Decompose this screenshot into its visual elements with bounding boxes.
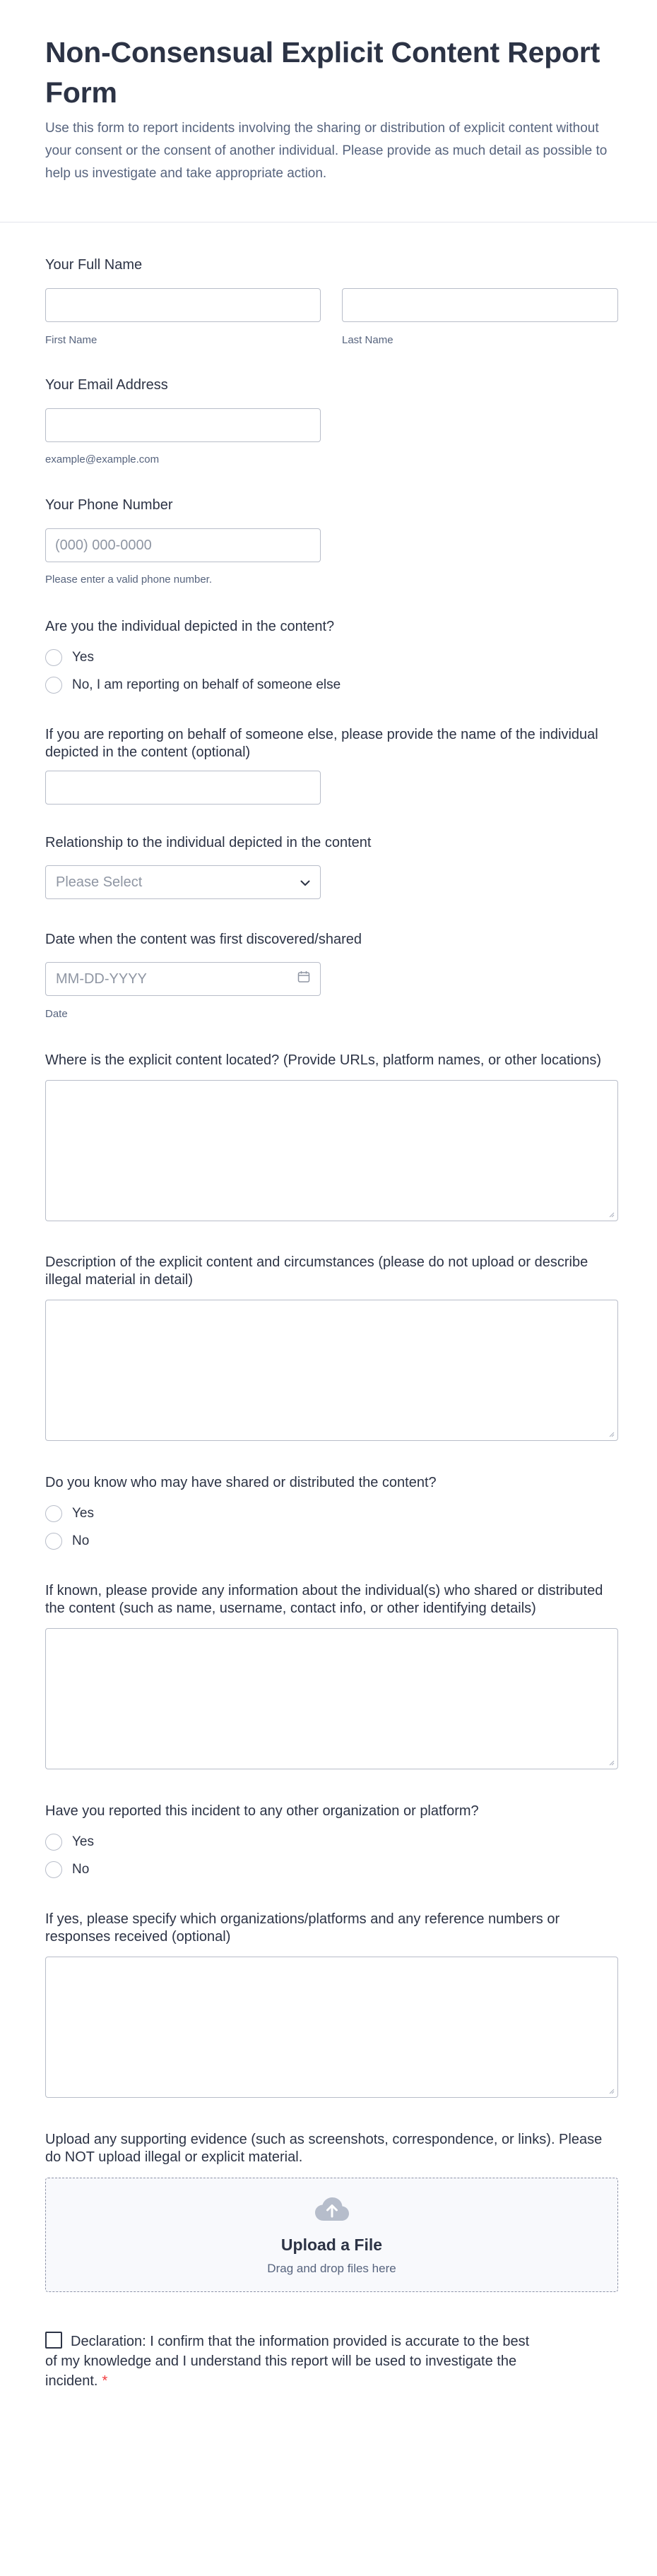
radio-label: No	[72, 1862, 90, 1877]
date-input[interactable]	[45, 962, 321, 996]
phone-sublabel: Please enter a valid phone number.	[45, 574, 212, 586]
date-sublabel: Date	[45, 1008, 68, 1020]
calendar-icon[interactable]	[297, 971, 310, 987]
upload-label: Upload any supporting evidence (such as screenshots, correspondence, or links). Please do NOT upload illegal or explicit material.	[45, 2132, 603, 2165]
other-name-input[interactable]	[45, 771, 321, 805]
radio-label: Yes	[72, 1834, 94, 1849]
declaration-row	[45, 2332, 540, 2391]
resize-grip-icon[interactable]	[608, 1430, 615, 1437]
upload-subtitle: Drag and drop files here	[267, 2262, 396, 2275]
sharer-info-field	[45, 1582, 612, 1769]
phone-input[interactable]	[45, 528, 321, 562]
resize-grip-icon[interactable]	[608, 2087, 615, 2094]
phone-field	[45, 497, 612, 586]
first-name-sublabel: First Name	[45, 334, 97, 346]
first-name-input[interactable]	[45, 288, 321, 322]
depicted-option-yes[interactable]	[45, 649, 612, 666]
reported-elsewhere-label: Have you reported this incident to any other organization or platform?	[45, 1803, 479, 1819]
description-field	[45, 1254, 612, 1441]
declaration-field	[45, 2332, 612, 2391]
radio-label: Yes	[72, 650, 94, 665]
depicted-label: Are you the individual depicted in the content?	[45, 619, 335, 634]
declaration-checkbox[interactable]	[45, 2332, 62, 2349]
last-name-input[interactable]	[342, 288, 618, 322]
location-field	[45, 1052, 612, 1221]
description-textarea[interactable]	[45, 1300, 618, 1441]
email-sublabel: example@example.com	[45, 453, 160, 465]
description-label: Description of the explicit content and circumstances (please do not upload or describe illegal material in detail)	[45, 1254, 588, 1288]
radio-label: No	[72, 1533, 90, 1548]
full-name-field	[45, 256, 612, 346]
location-label: Where is the explicit content located? (Provide URLs, platform names, or other locations)	[45, 1052, 602, 1068]
radio-button[interactable]	[45, 1861, 62, 1878]
date-label: Date when the content was first discovered/shared	[45, 932, 362, 947]
relationship-label: Relationship to the individual depicted in the content	[45, 835, 372, 850]
other-name-field	[45, 726, 612, 805]
orgs-info-textarea[interactable]	[45, 1957, 618, 2098]
depicted-option-no[interactable]	[45, 677, 612, 694]
know-who-field	[45, 1474, 612, 1550]
radio-button[interactable]	[45, 649, 62, 666]
upload-title: Upload a File	[280, 2236, 383, 2254]
form-title: Non-Consensual Explicit Content Report Form	[45, 36, 600, 109]
phone-label: Your Phone Number	[45, 497, 173, 513]
chevron-down-icon	[300, 874, 310, 891]
sharer-info-label: If known, please provide any information about the individual(s) who shared or distributed the content (such as name, username, contact info, or other identifying details)	[45, 1583, 603, 1616]
radio-button[interactable]	[45, 1834, 62, 1851]
orgs-info-label: If yes, please specify which organizations/platforms and any reference numbers or responses received (optional)	[45, 1911, 560, 1945]
resize-grip-icon[interactable]	[608, 1211, 615, 1218]
relationship-field	[45, 834, 612, 899]
declaration-text: Declaration: I confirm that the information provided is accurate to the best of my knowledge and I understand this report will be used to investigate the incident.	[45, 2334, 530, 2389]
upload-field	[45, 2131, 612, 2292]
depicted-field	[45, 618, 612, 694]
radio-button[interactable]	[45, 1533, 62, 1550]
know-who-label: Do you know who may have shared or distributed the content?	[45, 1475, 437, 1490]
know-who-option-yes[interactable]	[45, 1505, 612, 1522]
date-placeholder: MM-DD-YYYY	[56, 971, 147, 987]
reported-elsewhere-field	[45, 1803, 612, 1878]
form-header	[0, 0, 657, 222]
reported-option-no[interactable]	[45, 1861, 612, 1878]
file-dropzone[interactable]	[45, 2178, 618, 2292]
email-input[interactable]	[45, 408, 321, 442]
orgs-info-field	[45, 1911, 612, 2098]
email-field	[45, 376, 612, 465]
form-subtitle: Use this form to report incidents involving the sharing or distribution of explicit content without your consent or the consent of another individual. Please provide as much detail as possible to help us investigate and take appropriate action.	[45, 121, 608, 181]
email-label: Your Email Address	[45, 377, 168, 393]
relationship-select[interactable]	[45, 865, 321, 899]
other-name-label: If you are reporting on behalf of someone else, please provide the name of the individual depicted in the content (optional)	[45, 727, 598, 760]
resize-grip-icon[interactable]	[608, 1759, 615, 1766]
reported-option-yes[interactable]	[45, 1834, 612, 1851]
last-name-sublabel: Last Name	[342, 334, 393, 346]
sharer-info-textarea[interactable]	[45, 1628, 618, 1769]
cloud-upload-icon	[314, 2197, 350, 2226]
know-who-option-no[interactable]	[45, 1533, 612, 1550]
radio-label: No, I am reporting on behalf of someone else	[72, 677, 341, 692]
form-body	[0, 256, 657, 2391]
date-field	[45, 931, 612, 1020]
radio-label: Yes	[72, 1506, 94, 1521]
full-name-label: Your Full Name	[45, 257, 143, 273]
radio-button[interactable]	[45, 1505, 62, 1522]
relationship-selected-value: Please Select	[56, 874, 143, 890]
required-mark: *	[102, 2373, 108, 2389]
radio-button[interactable]	[45, 677, 62, 694]
location-textarea[interactable]	[45, 1080, 618, 1221]
